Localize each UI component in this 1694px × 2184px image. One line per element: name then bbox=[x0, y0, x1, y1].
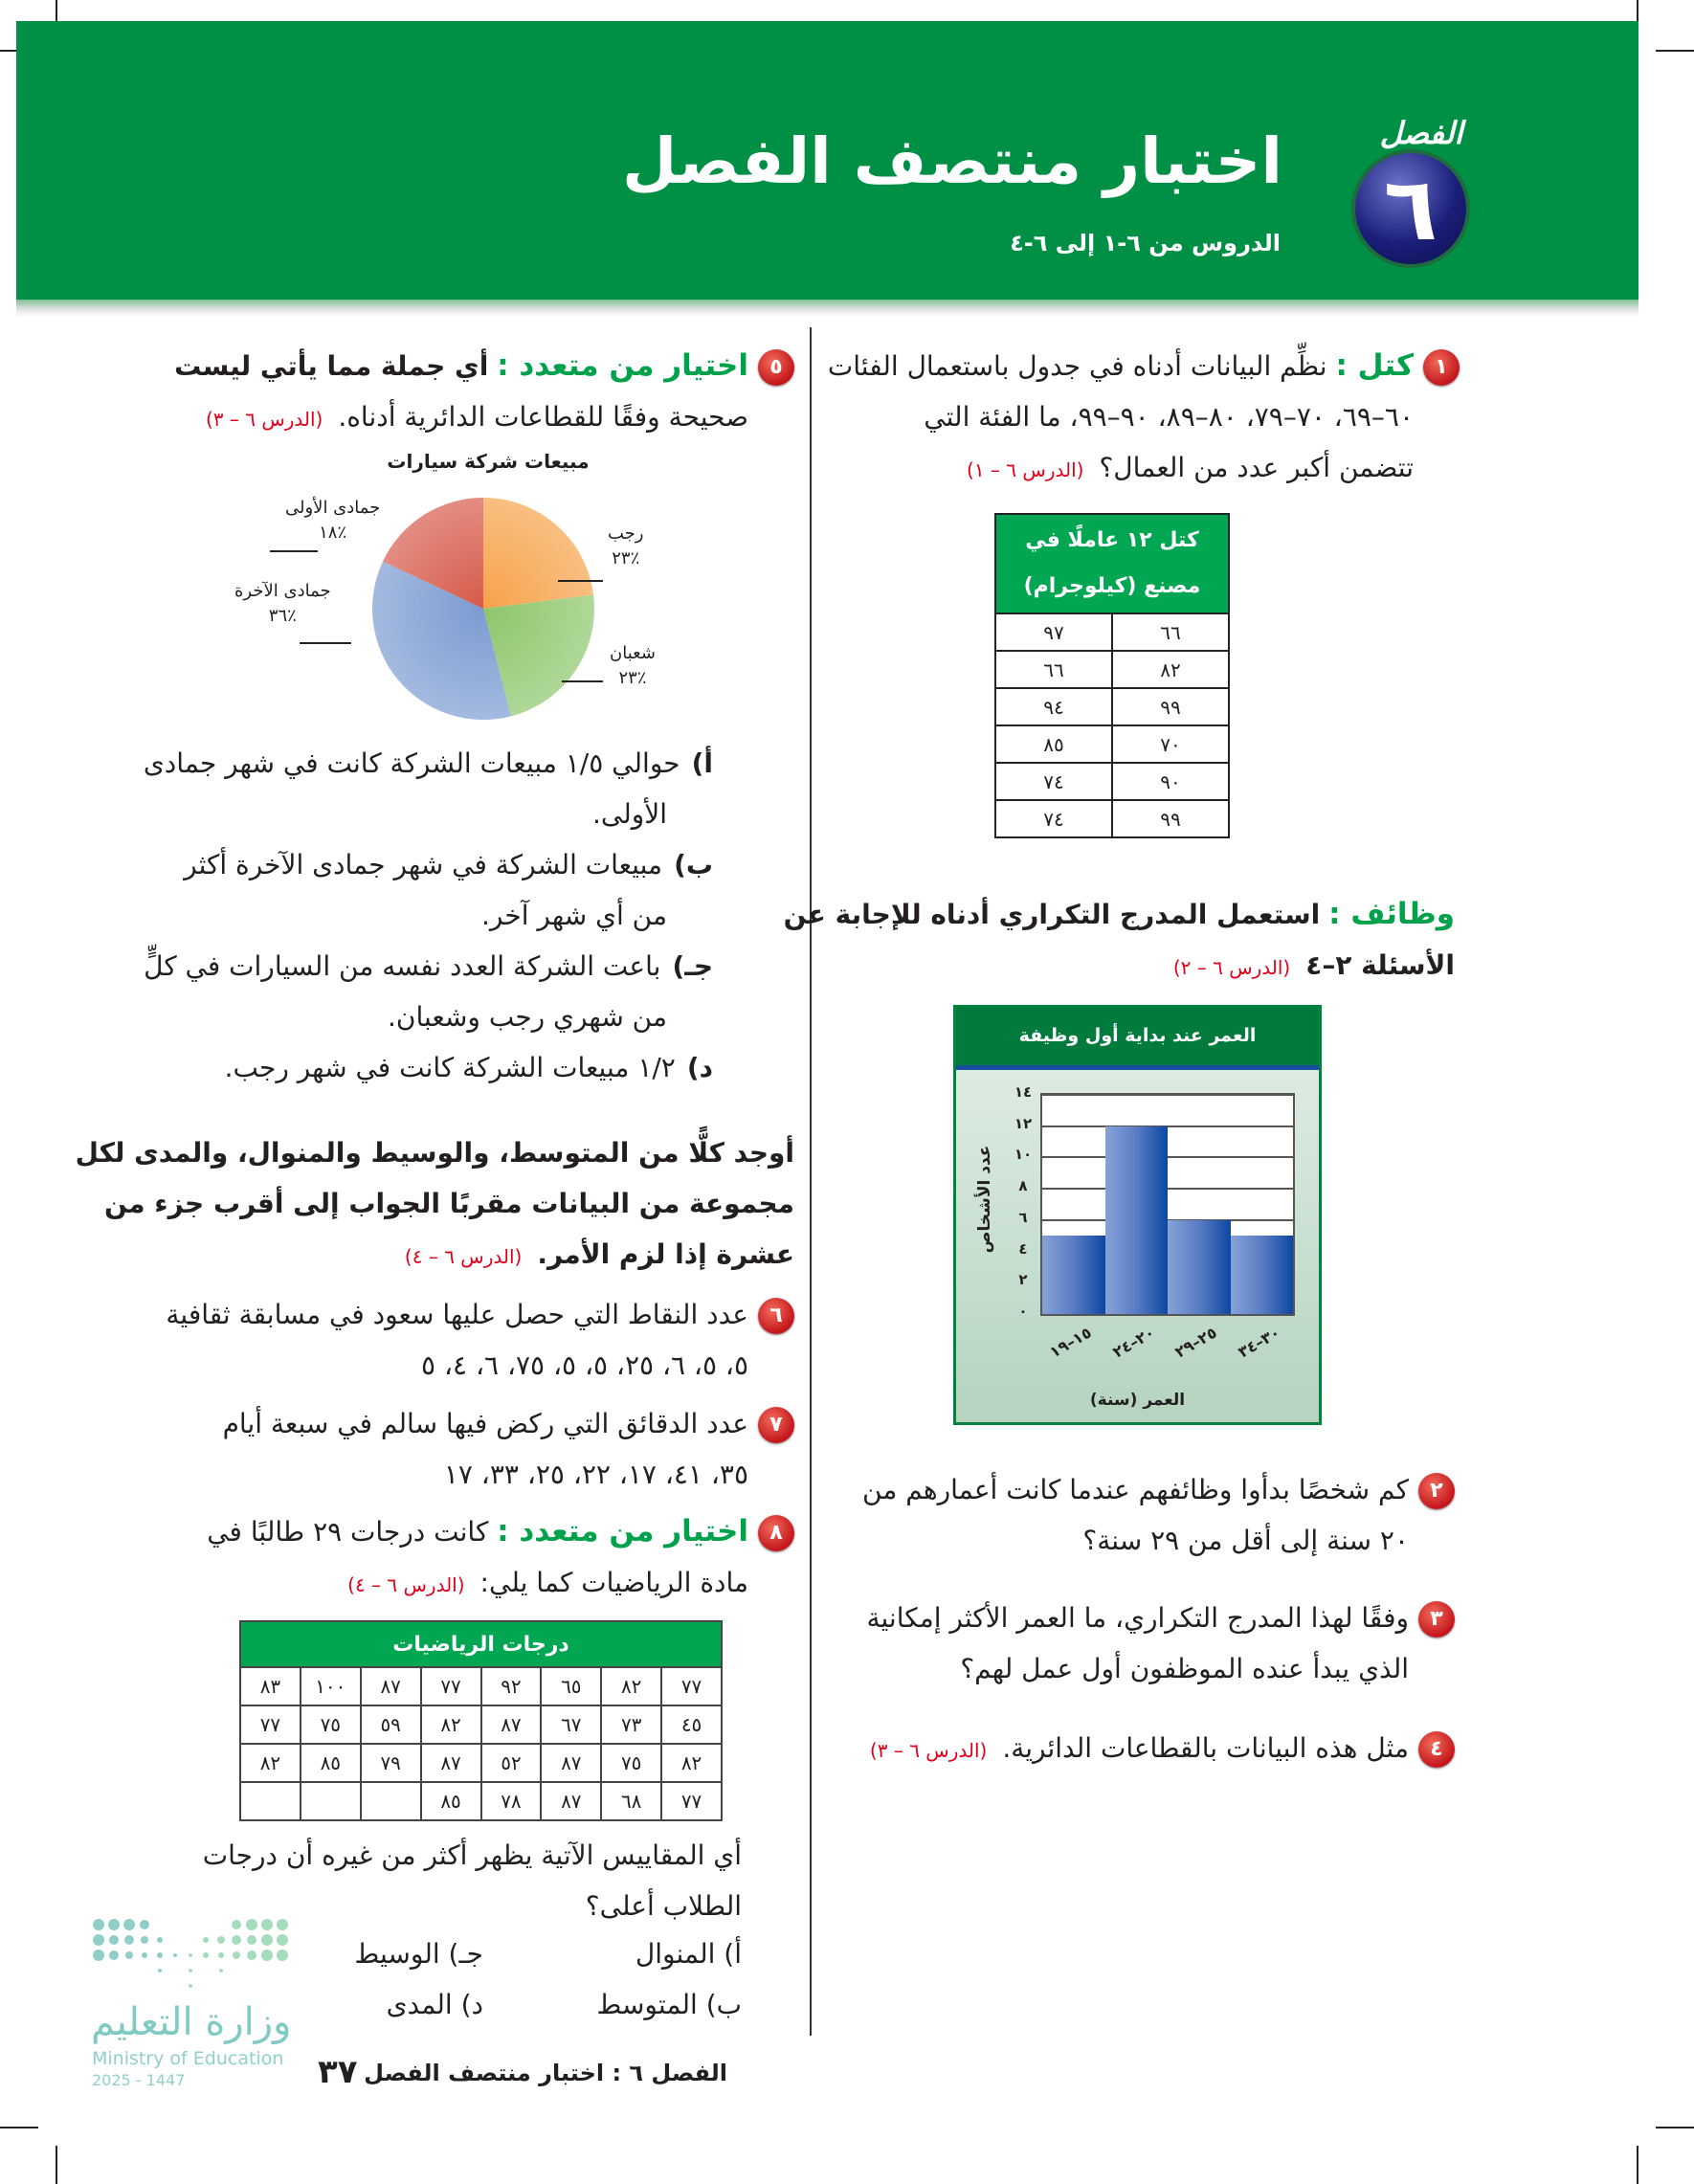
logo-dot bbox=[141, 1936, 148, 1944]
pie-label bbox=[234, 579, 331, 629]
logo-dot bbox=[277, 1919, 288, 1930]
question-number: ٢ bbox=[1418, 1473, 1455, 1509]
section-text: استعمل المدرج التكراري أدناه للإجابة عن bbox=[783, 899, 1321, 930]
pie-label-value: ٪١٨ bbox=[319, 523, 347, 543]
logo-dot bbox=[246, 1919, 257, 1930]
pie-label-name: رجب bbox=[608, 524, 644, 544]
logo-dot bbox=[93, 1934, 104, 1946]
plot-area bbox=[1040, 1093, 1295, 1316]
question-keyword: كتل : bbox=[1335, 348, 1414, 383]
instruction-text: مجموعة من البيانات مقربًا الجواب إلى أقرب جزء من bbox=[104, 1188, 794, 1219]
ministry-logo-arabic: وزارة التعليم bbox=[91, 2000, 292, 2044]
question-text: كانت درجات ٢٩ طالبًا في bbox=[207, 1516, 489, 1548]
table-cell: ٨٥ bbox=[421, 1782, 481, 1820]
logo-dot bbox=[233, 1951, 240, 1959]
chapter-number: ٦ bbox=[1383, 158, 1438, 260]
y-tick-label: ١٤ bbox=[1014, 1083, 1033, 1101]
y-axis-label: عدد الأشخاص bbox=[975, 1145, 994, 1254]
table-cell: ٨٢ bbox=[421, 1705, 481, 1744]
table-row bbox=[995, 725, 1229, 763]
chapter-word: الفصل bbox=[1379, 115, 1463, 151]
question-number: ١ bbox=[1423, 349, 1460, 386]
option-letter: أ) bbox=[691, 747, 713, 779]
y-tick-label: ١٢ bbox=[1014, 1114, 1033, 1132]
logo-dot bbox=[189, 1969, 192, 1972]
question-text: ٢٠ سنة إلى أقل من ٢٩ سنة؟ bbox=[1082, 1525, 1409, 1556]
question-text: الطلاب أعلى؟ bbox=[585, 1890, 742, 1922]
question-number: ٦ bbox=[758, 1298, 794, 1334]
option-0 bbox=[144, 738, 713, 789]
page-number: ٣٧ bbox=[318, 2053, 358, 2091]
question-number: ٨ bbox=[758, 1515, 794, 1551]
logo-dot bbox=[142, 1952, 147, 1958]
question-number: ٥ bbox=[758, 349, 794, 386]
logo-dot bbox=[261, 1919, 273, 1930]
question-text: أي جملة مما يأتي ليست bbox=[174, 350, 489, 382]
table-cell: ٧٣ bbox=[601, 1705, 661, 1744]
table-cell: ٧٥ bbox=[301, 1705, 361, 1744]
table-cell: ٩٧ bbox=[995, 613, 1112, 651]
ministry-logo-icon bbox=[91, 1919, 301, 1995]
table-cell: ٧٩ bbox=[361, 1744, 421, 1782]
table-row bbox=[995, 688, 1229, 725]
option-text: مبيعات الشركة في شهر جمادى الآخرة أكثر bbox=[184, 849, 663, 880]
table-cell: ٧٤ bbox=[995, 800, 1112, 837]
option-text: حوالي ١/٥ مبيعات الشركة كانت في شهر جمادى bbox=[143, 747, 680, 779]
table-cell bbox=[361, 1782, 421, 1820]
question-text: عدد النقاط التي حصل عليها سعود في مسابقة ثقافية bbox=[166, 1299, 748, 1330]
table-cell: ٥٩ bbox=[361, 1705, 421, 1744]
logo-dot bbox=[189, 1953, 192, 1957]
table-cell: ٨٥ bbox=[995, 725, 1112, 763]
logo-dot bbox=[173, 1953, 177, 1957]
table-row bbox=[240, 1782, 722, 1820]
logo-dot bbox=[219, 1969, 223, 1972]
question-1 bbox=[828, 341, 1460, 496]
y-tick-label: ٠ bbox=[1018, 1303, 1028, 1320]
instruction-text: أوجد كلًّا من المتوسط، والوسيط والمنوال، والمدى لكل bbox=[75, 1137, 794, 1169]
question-text: الذي يبدأ عنده الموظفون أول عمل لهم؟ bbox=[960, 1653, 1409, 1684]
option-letter: ب) bbox=[674, 849, 713, 880]
crop-mark bbox=[1656, 2127, 1694, 2128]
table-row bbox=[240, 1705, 722, 1744]
logo-dot bbox=[232, 1935, 241, 1945]
table-cell: ٧٥ bbox=[601, 1744, 661, 1782]
table-cell: ٧٠ bbox=[1112, 725, 1229, 763]
histogram-chart bbox=[953, 1005, 1322, 1425]
question-text: مادة الرياضيات كما يلي: bbox=[479, 1567, 748, 1598]
pie-label-value: ٪٣٦ bbox=[268, 606, 297, 626]
question-number: ٤ bbox=[1418, 1731, 1455, 1768]
question-data: ٥، ٥، ٦، ٢٥، ٥، ٥، ٧٥، ٦، ٤، ٥ bbox=[421, 1349, 748, 1381]
option-text: ١/٢ مبيعات الشركة كانت في شهر رجب. bbox=[224, 1052, 676, 1083]
pie-label-value: ٪٢٣ bbox=[618, 668, 647, 688]
lesson-reference: (الدرس ٦ – ٤) bbox=[404, 1245, 523, 1268]
logo-dot bbox=[158, 1969, 162, 1972]
chapter-badge bbox=[1355, 153, 1466, 264]
table-cell: ٨٥ bbox=[301, 1744, 361, 1782]
table-cell: ٨٣ bbox=[240, 1667, 301, 1705]
table-cell: ٨٧ bbox=[361, 1667, 421, 1705]
header-shadow bbox=[16, 300, 1638, 317]
question-5 bbox=[174, 341, 794, 445]
x-axis-label: العمر (سنة) bbox=[1089, 1391, 1186, 1410]
option-letter: د) bbox=[686, 1052, 713, 1083]
chart-title: العمر عند بداية أول وظيفة bbox=[956, 1008, 1319, 1070]
instruction-block bbox=[76, 1127, 794, 1282]
crop-mark bbox=[56, 2146, 57, 2184]
gridline bbox=[1042, 1188, 1293, 1190]
header-line: كتل ١٢ عاملًا في bbox=[1025, 528, 1199, 552]
option-text: الأولى. bbox=[591, 798, 667, 830]
table-row bbox=[240, 1667, 722, 1705]
question-text: صحيحة وفقًا للقطاعات الدائرية أدناه. bbox=[338, 401, 748, 433]
logo-dot bbox=[109, 1935, 119, 1945]
x-tick-label: ١٥–١٩ bbox=[1046, 1323, 1095, 1362]
question-text: مثل هذه البيانات بالقطاعات الدائرية. bbox=[1002, 1732, 1409, 1764]
pie-label bbox=[608, 522, 644, 571]
question-text: تتضمن أكبر عدد من العمال؟ bbox=[1099, 452, 1414, 483]
option-a: أ) المنوال bbox=[635, 1938, 742, 1970]
logo-dot bbox=[261, 1934, 273, 1946]
page-title: اختبار منتصف الفصل bbox=[621, 124, 1282, 198]
option-3 bbox=[144, 1042, 713, 1093]
table-cell bbox=[301, 1782, 361, 1820]
table-cell: ٩٩ bbox=[1112, 800, 1229, 837]
table-cell: ٧٧ bbox=[661, 1667, 722, 1705]
logo-dot bbox=[203, 1952, 209, 1958]
question-keyword: اختيار من متعدد : bbox=[497, 348, 748, 383]
table-cell: ٧٨ bbox=[481, 1782, 542, 1820]
gridline bbox=[1042, 1094, 1293, 1096]
ministry-logo-english: Ministry of Education bbox=[92, 2048, 284, 2069]
logo-dot bbox=[277, 1950, 288, 1961]
y-tick-label: ٢ bbox=[1018, 1271, 1028, 1289]
lesson-reference: (الدرس ٦ – ٣) bbox=[205, 408, 323, 431]
table-row bbox=[995, 800, 1229, 837]
question-data: ٣٥، ٤١، ١٧، ٢٢، ٢٥، ٣٣، ١٧ bbox=[443, 1459, 748, 1490]
question-number: ٧ bbox=[758, 1407, 794, 1443]
question-text: وفقًا لهذا المدرج التكراري، ما العمر الأكثر إمكانية bbox=[866, 1602, 1409, 1634]
table-cell: ٩٢ bbox=[481, 1667, 542, 1705]
table-cell: ٨٧ bbox=[541, 1782, 601, 1820]
lesson-reference: (الدرس ٦ – ١) bbox=[967, 458, 1084, 481]
table-cell: ٨٢ bbox=[240, 1744, 301, 1782]
x-tick-label: ٢٠–٢٤ bbox=[1108, 1323, 1158, 1362]
logo-dot bbox=[93, 1919, 104, 1930]
x-tick-label: ٣٠–٣٤ bbox=[1234, 1323, 1283, 1362]
lesson-reference: (الدرس ٦ – ٤) bbox=[347, 1573, 465, 1596]
x-tick-label: ٢٥–٢٩ bbox=[1171, 1323, 1220, 1362]
option-2 bbox=[144, 941, 713, 992]
logo-dot bbox=[124, 1935, 134, 1945]
pie-label-name: جمادى الأولى bbox=[285, 498, 381, 518]
question-6 bbox=[166, 1289, 794, 1391]
section-text: الأسئلة ٢–٤ bbox=[1305, 949, 1455, 981]
table-cell: ١٠٠ bbox=[301, 1667, 361, 1705]
footer-chapter-label: الفصل ٦ : اختبار منتصف الفصل bbox=[364, 2060, 727, 2086]
table-cell: ٧٤ bbox=[995, 763, 1112, 800]
table-cell: ٦٨ bbox=[601, 1782, 661, 1820]
table-cell: ٨٢ bbox=[1112, 651, 1229, 688]
table-cell: ٨٢ bbox=[661, 1744, 722, 1782]
table-cell bbox=[240, 1782, 301, 1820]
column-divider bbox=[810, 327, 812, 2036]
pie-chart-title: مبيعات شركة سيارات bbox=[387, 450, 590, 473]
math-grades-table bbox=[239, 1620, 723, 1821]
logo-dot bbox=[277, 1934, 288, 1946]
header-line: مصنع (كيلوجرام) bbox=[1023, 574, 1201, 598]
table-cell: ٥٢ bbox=[481, 1744, 542, 1782]
crop-mark bbox=[0, 2127, 38, 2128]
option-d: د) المدى bbox=[386, 1989, 483, 2020]
logo-dot bbox=[108, 1919, 120, 1930]
y-tick-label: ٨ bbox=[1018, 1177, 1028, 1195]
question-2 bbox=[862, 1464, 1455, 1566]
gridline bbox=[1042, 1125, 1293, 1127]
question-4 bbox=[870, 1723, 1455, 1776]
option-text: من أي شهر آخر. bbox=[481, 900, 667, 931]
question-keyword: اختيار من متعدد : bbox=[497, 1514, 748, 1549]
table-row bbox=[995, 763, 1229, 800]
y-tick-label: ٦ bbox=[1018, 1208, 1028, 1226]
table-cell: ٤٥ bbox=[661, 1705, 722, 1744]
logo-dot bbox=[157, 1937, 163, 1943]
table-cell: ٨٧ bbox=[541, 1744, 601, 1782]
logo-dot bbox=[261, 1950, 273, 1961]
lesson-reference: (الدرس ٦ – ٢) bbox=[1172, 956, 1291, 979]
logo-dot bbox=[218, 1952, 224, 1958]
histogram-bar bbox=[1168, 1220, 1231, 1314]
table-cell: ٦٦ bbox=[1112, 613, 1229, 651]
page-subtitle: الدروس من ٦-١ إلى ٦-٤ bbox=[1010, 230, 1281, 256]
option-letter: جـ) bbox=[672, 950, 713, 982]
table-cell: ٨٢ bbox=[601, 1667, 661, 1705]
option-text: من شهري رجب وشعبان. bbox=[387, 1001, 667, 1033]
question-8 bbox=[207, 1506, 794, 1611]
logo-dot bbox=[189, 1984, 192, 1988]
table-cell: ٩٩ bbox=[1112, 688, 1229, 725]
question-text: ٦٠–٦٩، ٧٠–٧٩، ٨٠–٨٩، ٩٠–٩٩، ما الفئة التي bbox=[924, 401, 1414, 433]
table-row bbox=[995, 613, 1229, 651]
table-cell: ٩٤ bbox=[995, 688, 1112, 725]
table-header: درجات الرياضيات bbox=[240, 1621, 722, 1667]
pie-label-value: ٪٢٣ bbox=[612, 548, 640, 568]
question-text: عدد الدقائق التي ركض فيها سالم في سبعة أيام bbox=[222, 1408, 748, 1439]
logo-dot bbox=[93, 1950, 104, 1961]
table-header bbox=[995, 514, 1229, 613]
question-text: نظِّم البيانات أدناه في جدول باستعمال الفئات bbox=[827, 350, 1327, 382]
ministry-logo-year: 2025 - 1447 bbox=[92, 2071, 186, 2089]
logo-dot bbox=[123, 1919, 135, 1930]
option-text: باعت الشركة العدد نفسه من السيارات في كلٍّ bbox=[144, 950, 661, 982]
option-c: جـ) الوسيط bbox=[354, 1938, 483, 1970]
question-3 bbox=[866, 1593, 1455, 1694]
logo-dot bbox=[247, 1950, 256, 1960]
histogram-bar bbox=[1231, 1236, 1294, 1314]
table-cell: ٨٧ bbox=[421, 1744, 481, 1782]
table-cell: ٩٠ bbox=[1112, 763, 1229, 800]
table-cell: ٧٧ bbox=[240, 1705, 301, 1744]
table-cell: ٧٧ bbox=[661, 1782, 722, 1820]
table-row bbox=[240, 1744, 722, 1782]
pie-label-name: شعبان bbox=[610, 643, 656, 663]
section-keyword: وظائف : bbox=[1328, 897, 1455, 931]
logo-dot bbox=[109, 1950, 119, 1960]
pie-label bbox=[610, 641, 656, 691]
option-b: ب) المتوسط bbox=[596, 1989, 742, 2020]
histogram-bar bbox=[1105, 1126, 1169, 1314]
pie-label-name: جمادى الآخرة bbox=[234, 581, 331, 601]
y-tick-label: ١٠ bbox=[1014, 1146, 1033, 1164]
table-cell: ٦٦ bbox=[995, 651, 1112, 688]
crop-mark bbox=[1656, 50, 1694, 52]
logo-dot bbox=[157, 1952, 163, 1958]
option-1 bbox=[144, 839, 713, 890]
question-8-prompt bbox=[203, 1830, 742, 1931]
table-cell: ٧٧ bbox=[421, 1667, 481, 1705]
logo-dot bbox=[140, 1920, 149, 1929]
y-tick-label: ٤ bbox=[1018, 1239, 1028, 1258]
pie-label bbox=[285, 496, 380, 546]
worker-weights-table bbox=[994, 513, 1230, 838]
table-cell: ٦٥ bbox=[541, 1667, 601, 1705]
question-text: أي المقاييس الآتية يظهر أكثر من غيره أن درجات bbox=[202, 1839, 742, 1871]
table-cell: ٦٧ bbox=[541, 1705, 601, 1744]
question-7 bbox=[223, 1398, 794, 1500]
instruction-text: عشرة إذا لزم الأمر. bbox=[537, 1238, 794, 1270]
table-row bbox=[995, 651, 1229, 688]
pie-slice bbox=[483, 498, 593, 609]
logo-dot bbox=[203, 1937, 209, 1943]
question-number: ٣ bbox=[1418, 1601, 1455, 1638]
logo-dot bbox=[247, 1935, 256, 1945]
logo-dot bbox=[217, 1936, 225, 1944]
table-cell: ٨٧ bbox=[481, 1705, 542, 1744]
q5-options bbox=[144, 738, 713, 1093]
histogram-bar bbox=[1042, 1236, 1105, 1314]
logo-dot bbox=[232, 1920, 241, 1929]
question-text: كم شخصًا بدأوا وظائفهم عندما كانت أعمارهم من bbox=[862, 1474, 1409, 1505]
crop-mark bbox=[1637, 2146, 1638, 2184]
jobs-section bbox=[784, 889, 1455, 993]
logo-dot bbox=[125, 1951, 133, 1959]
gridline bbox=[1042, 1156, 1293, 1158]
lesson-reference: (الدرس ٦ – ٣) bbox=[869, 1739, 988, 1762]
